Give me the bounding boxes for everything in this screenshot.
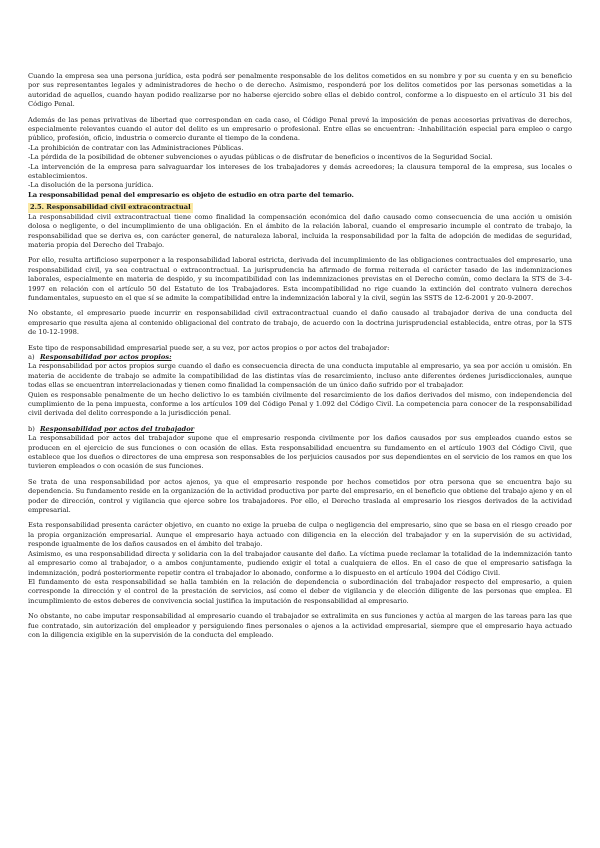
subsection-a-heading [28, 353, 572, 362]
paragraph-objective-character: Esta responsabilidad presenta carácter objetivo, en cuanto no exige la prueba de culpa o negligencia del empresario, sino que se basa en el riesgo creado por la propia organización empresarial. Aunque el empresario haya actuado con diligencia en la elección del trabajador y en la supervisión de su actividad, responde igualmente de los daños causados en el ámbito del trabajo. [28, 521, 572, 549]
paragraph-criminal-civil: Quien es responsable penalmente de un hecho delictivo lo es también civilmente del resarcimiento de los daños derivados del mismo, con independencia del cumplimiento de la pena impuesta, conforme a los artículos 109 del Código Penal y 1.092 del Código Civil. La competencia para conocer de la responsabilidad civil derivada del delito corresponde a la jurisdicción penal. [28, 390, 572, 418]
paragraph-legal-person-liability: Cuando la empresa sea una persona jurídica, esta podrá ser penalmente responsable de los delitos cometidos en su nombre y por su cuenta y en su beneficio por sus representantes legales y administradores de hecho o de derecho. Asimismo, responderá por los delitos cometidos por las personas sometidas a la autoridad de aquellos, cuando hayan podido realizarse por no haberse ejercido sobre ellas el debido control, conforme a lo dispuesto en el artículo 31 bis del Código Penal. [28, 72, 572, 109]
bold-note: La responsabilidad penal del empresario es objeto de estudio en otra parte del temario. [28, 190, 354, 199]
paragraph-accessory-penalties: Además de las penas privativas de libertad que correspondan en cada caso, el Código Penal prevé la imposición de penas accesorias privativas de derechos, especialmente relevantes cuando el autor del delito es un empresario o profesional. Entre ellas se encuentran: -Inhabilitación especial para empleo o cargo público, profesión, oficio, industria o comercio durante el tiempo de la condena. [28, 115, 572, 143]
paragraph-exception: No obstante, el empresario puede incurrir en responsabilidad civil extracontractual cuando el daño causado al trabajador deriva de una conducta del empresario que resulta ajena al contenido obligacional del contrato de trabajo, de acuerdo con la doctrina jurisprudencial establecida, entre otras, por la STS de 10-12-1998. [28, 309, 572, 337]
paragraph-own-acts: La responsabilidad por actos propios surge cuando el daño es consecuencia directa de una conducta imputable al empresario, ya sea por acción u omisión. En materia de accidente de trabajo se admite la compatibilidad de las distintas vías de resarcimiento, incluso ante diferentes órdenes jurisdiccionales, aunque todas ellas se encuentran interrelacionadas y tienen como finalidad la compensación de un único daño sufrido por el trabajador. [28, 362, 572, 390]
subsection-b-heading [28, 425, 572, 434]
paragraph-types-intro: Este tipo de responsabilidad empresarial puede ser, a su vez, por actos propios o por actos del trabajador: [28, 343, 390, 352]
penalties-list [28, 144, 572, 191]
paragraph-exclusion: No obstante, no cabe imputar responsabilidad al empresario cuando el trabajador se extralimita en sus funciones y actúa al margen de las tareas para las que fue contratado, sin autorización del empleador y persiguiendo fines personales o ajenos a la actividad empresarial, siempre que el empresario haya actuado con la diligencia exigible en la supervisión de la conducta del empleado. [28, 612, 572, 639]
list-item: -La intervención de la empresa para salvaguardar los intereses de los trabajadores y demás acreedores; la clausura temporal de la empresa, sus locales o establecimientos. [28, 162, 572, 181]
subsection-a-title: Responsabilidad por actos propios: [40, 352, 172, 361]
subsection-a-letter: a) [28, 352, 35, 361]
paragraph-joint-liability: Asimismo, es una responsabilidad directa y solidaria con la del trabajador causante del daño. La víctima puede reclamar la totalidad de la indemnización tanto al empresario como al trabajador, o a ambos conjuntamente, pudiendo exigir el total a cualquiera de ellos. En el caso de que el empresario satisfaga la indemnización, podrá posteriormente repetir contra el trabajador lo abonado, conforme a lo dispuesto en el artículo 1904 del Código Civil. [28, 549, 572, 577]
paragraph-jurisprudence: Por ello, resulta artificioso superponer a la responsabilidad laboral estricta, derivada del incumplimiento de las obligaciones contractuales del empresario, una responsabilidad civil, ya sea contractual o extracontractual. La jurisprudencia ha afirmado de forma reiterada el carácter tasado de las indemnizaciones laborales, especialmente en materia de despido, y su incompatibilidad con las indemnizaciones previstas en el Derecho común, como declara la STS de 3-4-1997 en relación con el artículo 50 del Estatuto de los Trabajadores. Esta incompatibilidad no rige cuando la extinción del contrato vulnera derechos fundamentales, supuesto en el que sí se admite la compatibilidad entre la indemnización laboral y la civil, según las SSTS de 12-6-2001 y 20-9-2007. [28, 256, 572, 302]
subsection-b-letter: b) [28, 424, 35, 433]
list-item: -La disolución de la persona jurídica. [28, 181, 154, 190]
paragraph-dependency-basis: El fundamento de esta responsabilidad se halla también en la relación de dependencia o subordinación del trabajador respecto del empresario, a quien corresponde la dirección y el control de la prestación de servicios, así como el deber de vigilancia y de elección diligente de las personas que emplea. El incumplimiento de estos deberes de convivencia social justifica la imputación de responsabilidad al empresario. [28, 577, 572, 605]
subsection-b-title: Responsabilidad por actos del trabajador [40, 424, 195, 433]
list-item: -La pérdida de la posibilidad de obtener subvenciones o ayudas públicas o de disfrutar de beneficios o incentivos de la Seguridad Social. [28, 153, 493, 162]
paragraph-extracontractual-definition: La responsabilidad civil extracontractual tiene como finalidad la compensación económica del daño causado como consecuencia de una acción u omisión dolosa o negligente, o del incumplimiento de una obligación. En el ámbito de la relación laboral, cuando el empresario incumple el contrato de trabajo, la responsabilidad que se deriva es, con carácter general, de naturaleza laboral, incluida la responsabilidad por la falta de adopción de medidas de seguridad, materia propia del Derecho del Trabajo. [28, 212, 572, 249]
paragraph-worker-acts: La responsabilidad por actos del trabajador supone que el empresario responda civilmente por los daños causados por sus empleados cuando estos se producen en el ejercicio de sus funciones o con ocasión de ellas. Esta responsabilidad encuentra su fundamento en el artículo 1903 del Código Civil, que establece que los dueños o directores de una empresa son responsables de los perjuicios causados por sus dependientes en el servicio de los ramos en que los tuvieren empleados o con ocasión de sus funciones. [28, 434, 572, 471]
section-title: 2.5. Responsabilidad civil extracontractual [30, 203, 191, 212]
paragraph-third-party-acts: Se trata de una responsabilidad por actos ajenos, ya que el empresario responde por hechos cometidos por otra persona que se encuentra bajo su dependencia. Su fundamento reside en la organización de la actividad productiva por parte del empresario, en el beneficio que obtiene del trabajo ajeno y en el poder de dirección, control y vigilancia que ejerce sobre los trabajadores. Por ello, el Derecho traslada al empresario los riesgos derivados de la actividad empresarial. [28, 477, 572, 515]
list-item: -La prohibición de contratar con las Administraciones Públicas. [28, 143, 244, 152]
